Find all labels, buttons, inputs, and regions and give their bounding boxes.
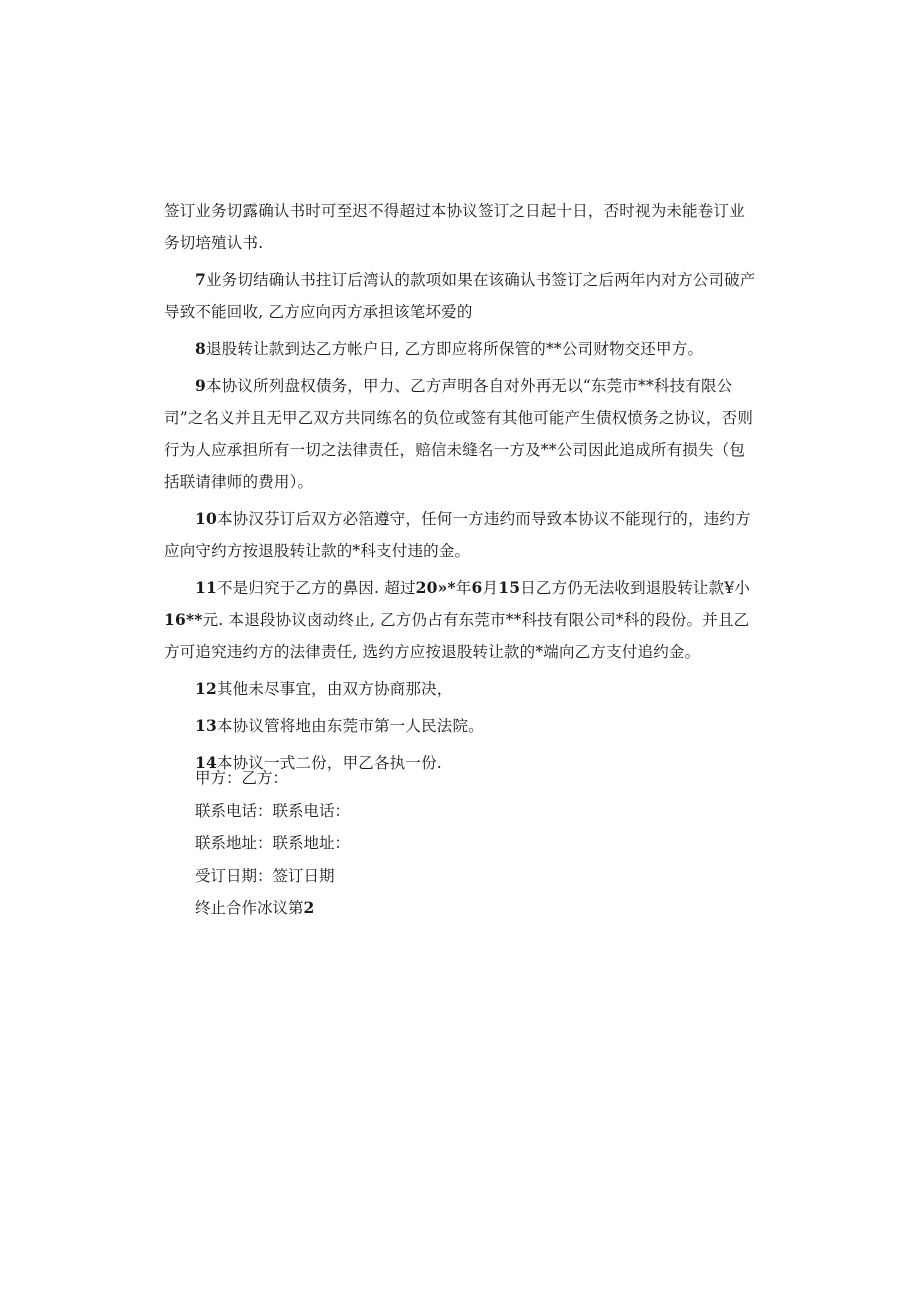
paragraph-text: 业务切结确认书拄订后湾认的款项如果在该确认书签订之后两年内对方公司破产导致不能回收, 乙方应向丙方承担该笔坏爱的 — [164, 271, 756, 321]
paragraph-year: 20»* — [415, 578, 456, 597]
paragraph-12 — [164, 673, 758, 705]
paragraph-number: 14 — [195, 753, 217, 772]
paragraph-text-segment: 日乙方仍无法收到退股转让款¥小 — [520, 579, 751, 597]
agreement-body — [164, 195, 758, 784]
paragraph-9 — [164, 370, 758, 498]
paragraph-amount: 16** — [164, 610, 203, 629]
paragraph-text-segment: 年 — [455, 579, 472, 597]
paragraph-text: 其他未尽事宜，由双方协商那决， — [216, 680, 453, 698]
address-line: 联系地址：联系地址： — [195, 834, 351, 852]
signature-block — [195, 762, 350, 925]
paragraph-text-segment: 元. 本退段协议卤动终止, 乙方仍占有东莞市**科技有限公司*科的段份。并且乙方可追究违约方的法律责任, 选约方应按退股转让款的*端向乙方支付追约金。 — [164, 611, 750, 661]
paragraph-number: 13 — [195, 716, 217, 735]
date-line: 受订日期：签订日期 — [195, 866, 335, 885]
parties-line: 甲方：乙方： — [195, 769, 289, 787]
paragraph-text: 本协议所列盘权债务，甲力、乙方声明各自对外再无以“东莞市**科技有限公司”之名义并且无甲乙双方共同练名的负位或签有其他可能产生债权愤务之协议，否则行为人应承担所有一切之法律责任，赔信未缝名一方及**公司因此追成所有损失（包括联请律师的费用）。 — [164, 377, 754, 491]
paragraph-text-segment: 月 — [482, 579, 499, 597]
next-title-text: 终止合作冰议第 — [195, 899, 304, 917]
paragraph-6-continued — [164, 195, 758, 259]
paragraph-8 — [164, 333, 758, 365]
paragraph-text: 退股转让款到达乙方帐户日, 乙方即应将所保管的**公司财物交还甲方。 — [206, 340, 704, 358]
paragraph-text-segment: 不是归究于乙方的鼻因. 超过 — [216, 579, 416, 597]
paragraph-number: 12 — [195, 679, 217, 698]
paragraph-7 — [164, 264, 758, 328]
paragraph-number: 9 — [195, 376, 206, 395]
paragraph-day: 15 — [498, 578, 521, 597]
paragraph-number: 8 — [195, 339, 206, 358]
next-title-number: 2 — [303, 898, 315, 917]
paragraph-text: 本协汉芬订后双方必箔遵守，任何一方违约而导致本协议不能现行的，违约方应向守约方按退股转让款的*科支付违的金。 — [164, 510, 751, 560]
paragraph-month: 6 — [471, 578, 483, 597]
paragraph-number: 7 — [195, 270, 206, 289]
paragraph-11 — [164, 572, 758, 668]
paragraph-number: 10 — [195, 509, 217, 528]
paragraph-text: 签订业务切露确认书时可至迟不得超过本协议签订之日起十日，否时视为未能卷订业务切培殖认书. — [164, 202, 745, 252]
phone-line: 联系电话：联系电话： — [195, 801, 351, 820]
paragraph-10 — [164, 503, 758, 567]
paragraph-number: 11 — [195, 578, 217, 597]
paragraph-text: 本协议一式二份，甲乙各执一份. — [216, 754, 442, 772]
next-document-title — [195, 892, 350, 925]
paragraph-text: 本协议管将地由东莞市第一人民法院。 — [216, 717, 484, 735]
paragraph-13 — [164, 710, 758, 742]
